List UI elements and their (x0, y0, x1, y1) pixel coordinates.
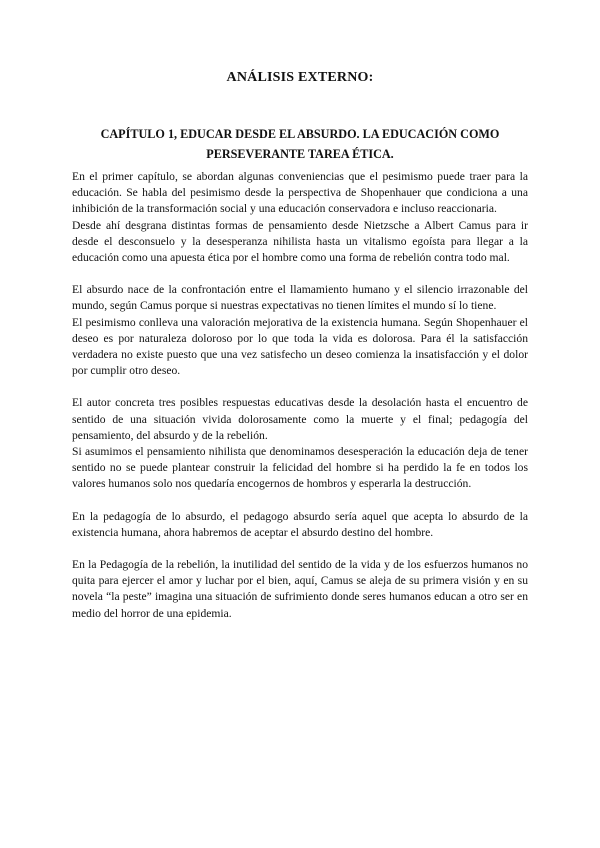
paragraph-intro-pessimism: En el primer capítulo, se abordan algunas conveniencias que el pesimismo puede traer para la educación. Se habla del pesimismo desde la perspectiva de Shopenhauer que condiciona a una inhibición de la transformación social y una educación conservadora e incluso reaccionaria. (72, 170, 528, 216)
chapter-heading-line-1: CAPÍTULO 1, EDUCAR DESDE EL ABSURDO. LA EDUCACIÓN COMO (100, 127, 500, 141)
chapter-heading (72, 124, 528, 164)
paragraph-pedagogy-rebellion: En la Pedagogía de la rebelión, la inutilidad del sentido de la vida y de los esfuerzos humanos no quita para ejercer el amor y luchar por el bien, aquí, Camus se aleja de su primera visión y en su novela “la peste” imagina una situación de sufrimiento donde seres humanos educan a otro ser en medio del horror de una epidemia. (72, 558, 528, 620)
paragraph-three-responses: El autor concreta tres posibles respuestas educativas desde la desolación hasta el encuentro de sentido de una situación vivida dolorosamente como la muerte y el final; pedagogía del pensamiento, del absurdo y de la rebelión. (72, 396, 528, 442)
paragraph-shopenhauer-desire: El pesimismo conlleva una valoración mejorativa de la existencia humana. Según Shopenhauer el deseo es por naturaleza doloroso por lo que toda la vida es dolorosa. Para él la satisfacción verdadera no existe puesto que una vez satisfecho un deseo comienza la insatisfacción y el dolor por cumplir otro deseo. (72, 315, 528, 378)
paragraph-nietzsche-camus: Desde ahí desgrana distintas formas de pensamiento desde Nietzsche a Albert Camus para ir desde el desconsuelo y la desesperanza nihilista hasta un vitalismo egoísta para llegar a la educación como una apuesta ética por el hombre como una forma de rebelión contra todo mal. (72, 218, 528, 265)
paragraph-absurd-origin: El absurdo nace de la confrontación entre el llamamiento humano y el silencio irrazonable del mundo, según Camus porque si nuestras expectativas no tienen límites el mundo sí lo tiene. (72, 283, 528, 313)
paragraph-nihilist-despair: Si asumimos el pensamiento nihilista que denominamos desesperación la educación deja de tener sentido no se puede plantear construir la felicidad del hombre si ha perdido la fe en todos los valores humanos solo nos quedaría encogernos de hombros y esperarla la destrucción. (72, 445, 528, 491)
document-page (72, 70, 528, 622)
paragraph-pedagogy-absurd: En la pedagogía de lo absurdo, el pedagogo absurdo sería aquel que acepta lo absurdo de la existencia humana, ahora habremos de aceptar el absurdo destino del hombre. (72, 509, 528, 539)
page-title: ANÁLISIS EXTERNO: (226, 70, 374, 85)
chapter-heading-line-2: PERSEVERANTE TAREA ÉTICA. (206, 147, 394, 161)
